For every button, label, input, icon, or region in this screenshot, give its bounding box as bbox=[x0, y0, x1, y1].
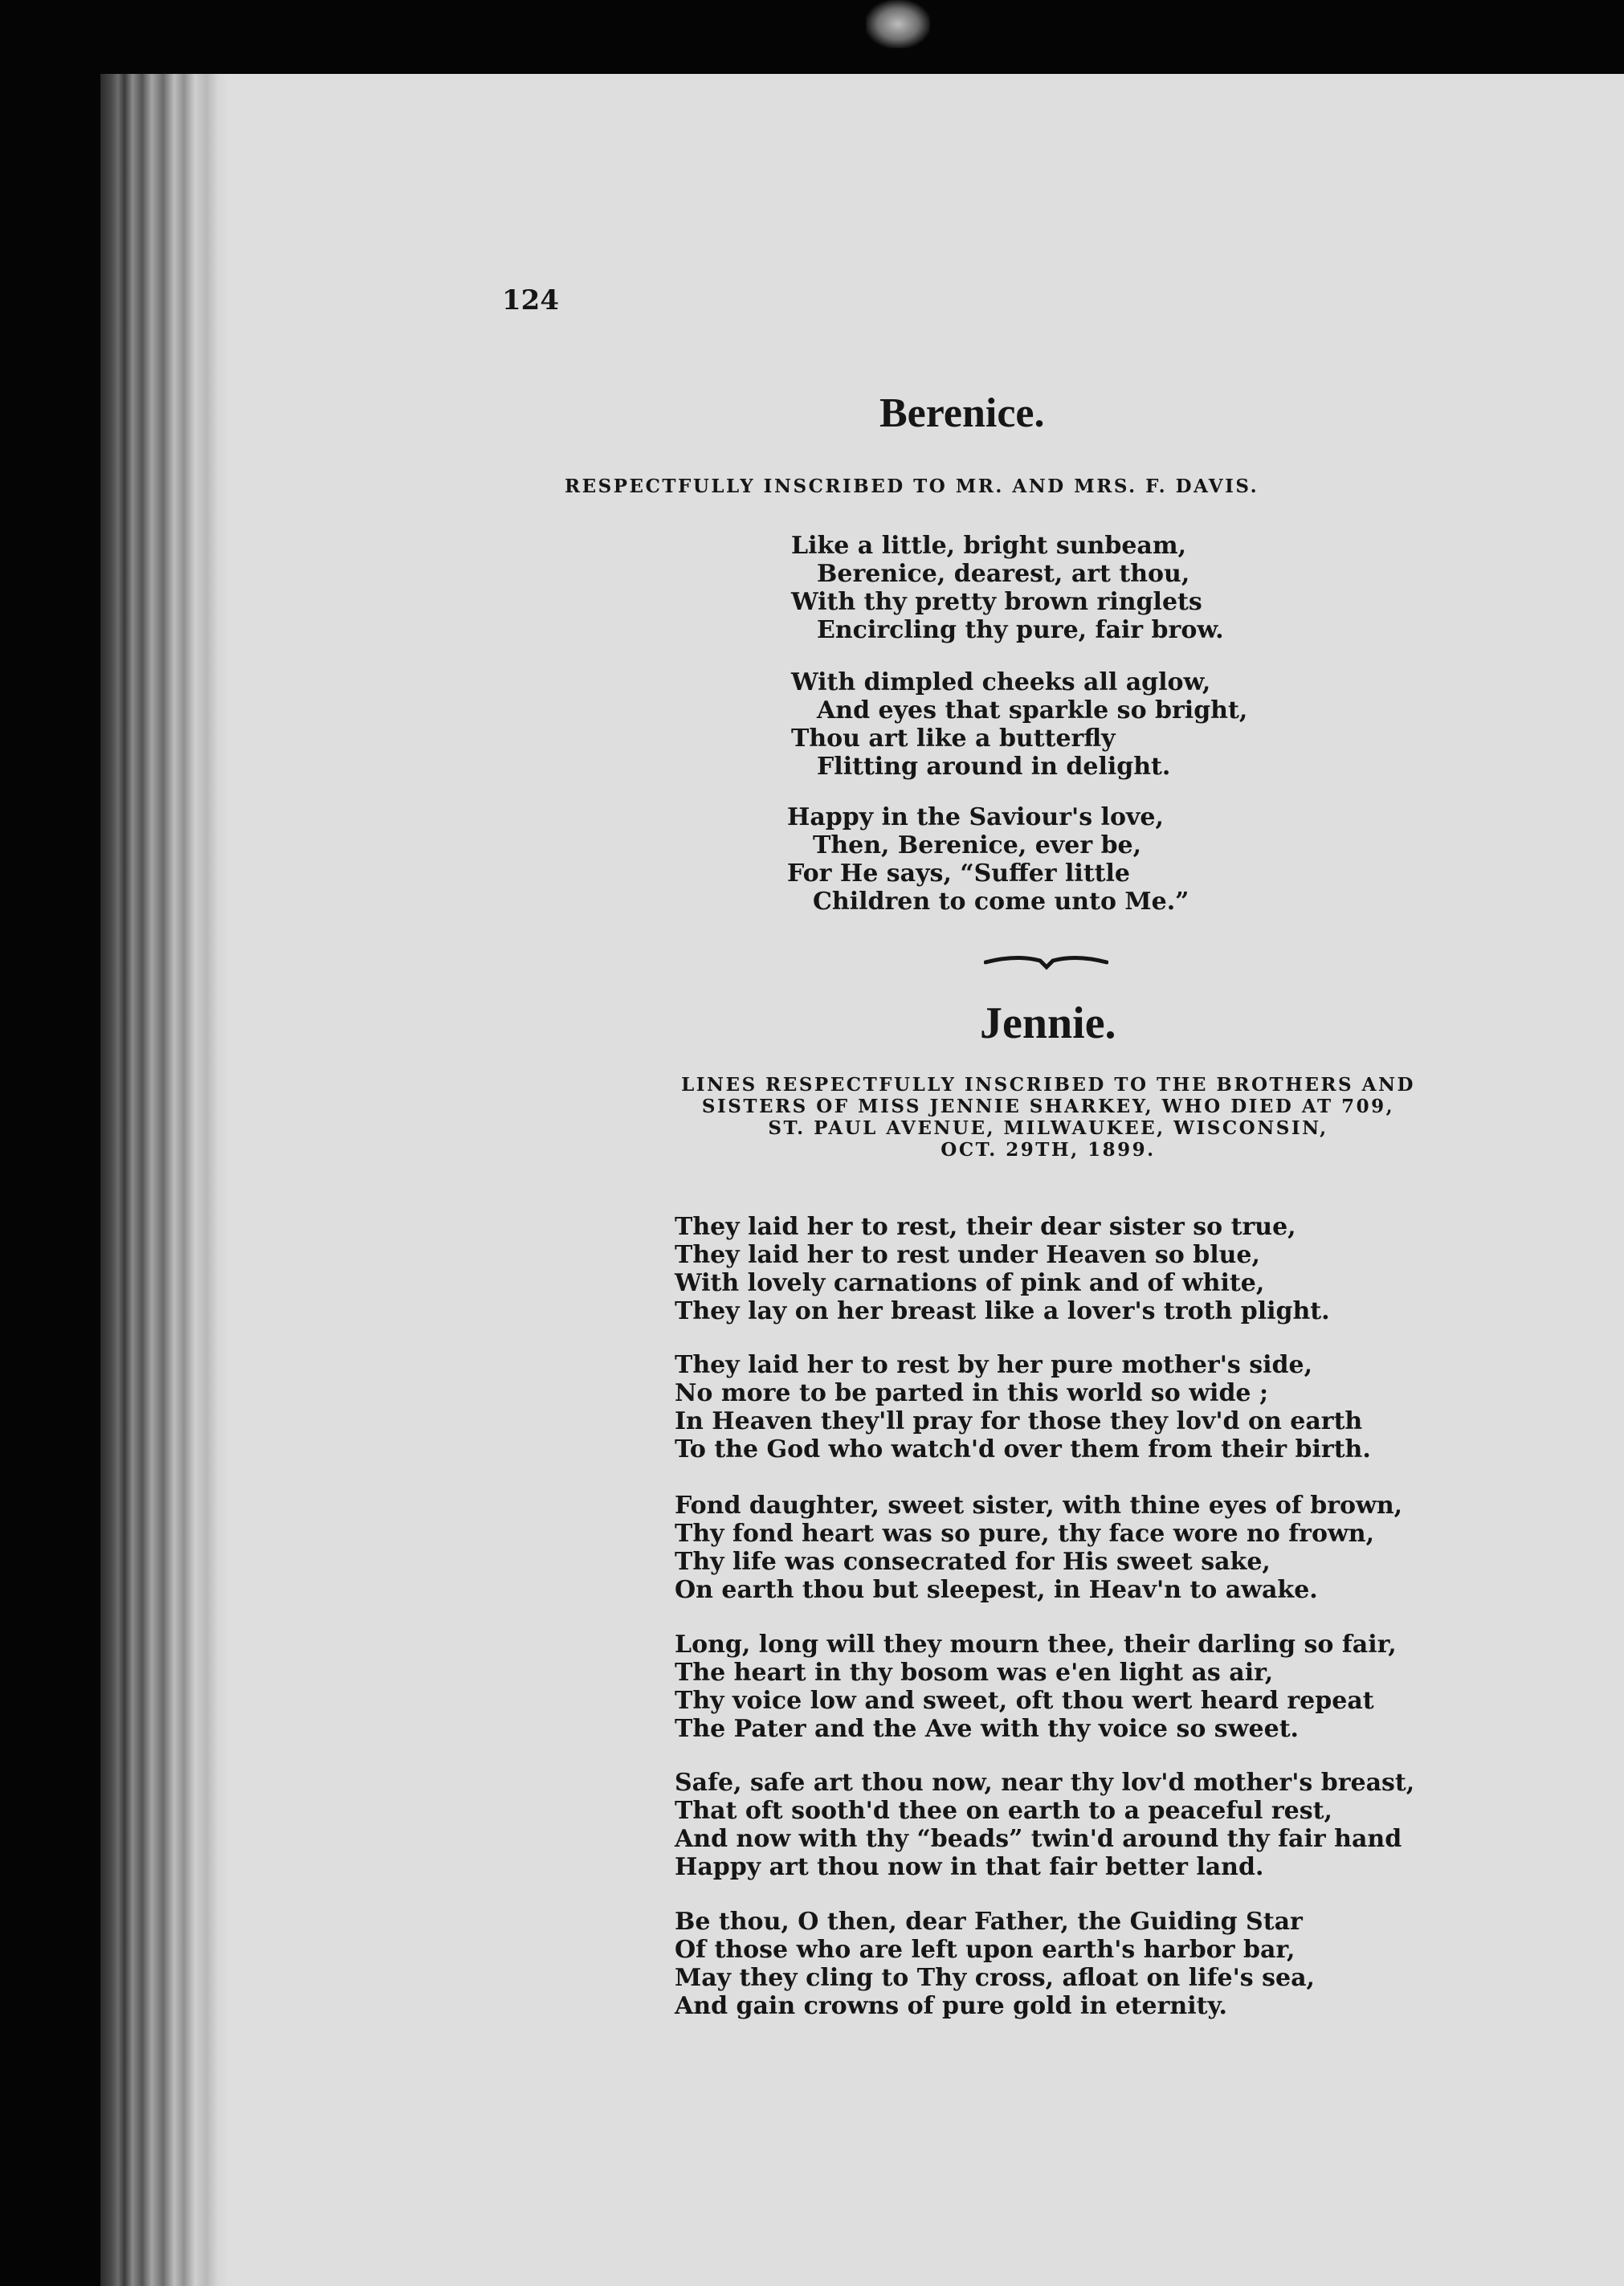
verse-line: For He says, “Suffer little bbox=[787, 859, 1131, 888]
verse-line: To the God who watch'd over them from their birth. bbox=[675, 1435, 1371, 1463]
verse-line: Like a little, bright sunbeam, bbox=[791, 532, 1187, 560]
stanza bbox=[791, 532, 1224, 644]
verse-line: Of those who are left upon earth's harbor bar, bbox=[675, 1936, 1296, 1964]
verse-line: Flitting around in delight. bbox=[817, 753, 1171, 781]
verse-line: No more to be parted in this world so wide ; bbox=[675, 1379, 1269, 1407]
stanza bbox=[675, 1213, 1330, 1325]
verse-line: May they cling to Thy cross, afloat on life's sea, bbox=[675, 1964, 1315, 1992]
verse-line: The heart in thy bosom was e'en light as air, bbox=[675, 1659, 1274, 1687]
stanza bbox=[675, 1908, 1315, 2020]
stanza bbox=[675, 1492, 1402, 1604]
verse-line: Happy art thou now in that fair better land. bbox=[675, 1853, 1264, 1881]
verse-line: They laid her to rest under Heaven so blue, bbox=[675, 1241, 1260, 1269]
verse-line: Children to come unto Me.” bbox=[813, 888, 1189, 916]
dedication-line: SISTERS OF MISS JENNIE SHARKEY, WHO DIED AT 709, bbox=[701, 1096, 1395, 1117]
verse-line: In Heaven they'll pray for those they lov'd on earth bbox=[675, 1407, 1363, 1435]
verse-line: Then, Berenice, ever be, bbox=[813, 831, 1142, 859]
verse-line: Happy in the Saviour's love, bbox=[787, 803, 1164, 831]
dedication-line: LINES RESPECTFULLY INSCRIBED TO THE BROTHERS AND bbox=[681, 1074, 1415, 1096]
book-page bbox=[100, 74, 1624, 2286]
verse-line: Fond daughter, sweet sister, with thine eyes of brown, bbox=[675, 1492, 1403, 1520]
verse-line: They laid her to rest by her pure mother's side, bbox=[675, 1351, 1313, 1379]
verse-line: Berenice, dearest, art thou, bbox=[817, 560, 1190, 588]
verse-line: On earth thou but sleepest, in Heav'n to awake. bbox=[675, 1576, 1318, 1604]
verse-line: Thou art like a butterfly bbox=[791, 725, 1116, 753]
dedication-line: ST. PAUL AVENUE, MILWAUKEE, WISCONSIN, bbox=[768, 1117, 1328, 1139]
stanza bbox=[787, 803, 1189, 916]
scan-artifact bbox=[866, 0, 930, 48]
verse-line: Encircling thy pure, fair brow. bbox=[817, 616, 1224, 644]
verse-line: And now with thy “beads” twin'd around thy fair hand bbox=[675, 1825, 1402, 1853]
verse-line: Long, long will they mourn thee, their darling so fair, bbox=[675, 1631, 1397, 1659]
verse-line: And eyes that sparkle so bright, bbox=[817, 696, 1248, 725]
verse-line: The Pater and the Ave with thy voice so sweet. bbox=[675, 1715, 1299, 1743]
poem-title-jennie: Jennie. bbox=[980, 998, 1116, 1048]
verse-line: Thy voice low and sweet, oft thou wert heard repeat bbox=[675, 1687, 1374, 1715]
poem-dedication-jennie bbox=[590, 1074, 1506, 1161]
verse-line: They lay on her breast like a lover's troth plight. bbox=[675, 1297, 1330, 1325]
verse-line: Be thou, O then, dear Father, the Guiding Star bbox=[675, 1908, 1303, 1936]
stanza bbox=[675, 1351, 1371, 1463]
verse-line: Thy fond heart was so pure, thy face wore no frown, bbox=[675, 1520, 1375, 1548]
stanza bbox=[791, 668, 1247, 781]
verse-line: With thy pretty brown ringlets bbox=[791, 588, 1202, 616]
verse-line: Thy life was consecrated for His sweet sake, bbox=[675, 1548, 1271, 1576]
verse-line: With dimpled cheeks all aglow, bbox=[791, 668, 1211, 696]
book-binding-edge bbox=[100, 74, 229, 2286]
dedication-line: OCT. 29TH, 1899. bbox=[941, 1139, 1156, 1161]
stanza bbox=[675, 1631, 1397, 1743]
verse-line: With lovely carnations of pink and of white, bbox=[675, 1269, 1265, 1297]
poem-dedication-berenice: RESPECTFULLY INSCRIBED TO MR. AND MRS. F. DAVIS. bbox=[565, 476, 1259, 497]
verse-line: And gain crowns of pure gold in eternity. bbox=[675, 1992, 1227, 2020]
page-number: 124 bbox=[502, 284, 559, 316]
stanza bbox=[675, 1769, 1414, 1881]
verse-line: That oft sooth'd thee on earth to a peaceful rest, bbox=[675, 1797, 1332, 1825]
poem-title-berenice: Berenice. bbox=[879, 390, 1045, 436]
verse-line: Safe, safe art thou now, near thy lov'd mother's breast, bbox=[675, 1769, 1415, 1797]
verse-line: They laid her to rest, their dear sister so true, bbox=[675, 1213, 1296, 1241]
ornament-divider-icon bbox=[984, 951, 1108, 974]
